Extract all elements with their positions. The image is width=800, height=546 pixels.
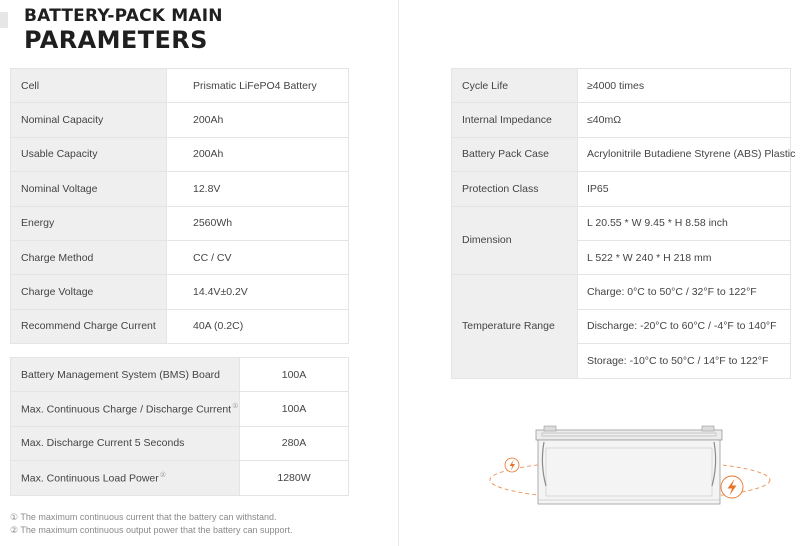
footnote-2: ② The maximum continuous output power that the battery can support. <box>10 525 293 535</box>
param-label-text: Max. Continuous Load Power <box>21 472 159 485</box>
param-value: Acrylonitrile Butadiene Styrene (ABS) Plastic <box>578 137 791 171</box>
table-row <box>11 172 349 206</box>
terminal-left <box>544 426 556 431</box>
param-value: 200Ah <box>167 103 349 137</box>
current-limits-table <box>10 357 349 496</box>
param-label-text: Max. Continuous Charge / Discharge Current <box>21 403 232 416</box>
param-value: L 522 * W 240 * H 218 mm <box>578 240 791 274</box>
param-value: 100A <box>240 392 349 426</box>
param-label <box>11 461 240 495</box>
table-row <box>11 69 349 103</box>
param-label: Cycle Life <box>452 69 578 103</box>
battery-drawing <box>484 424 776 514</box>
table-row <box>452 206 791 240</box>
param-label: Protection Class <box>452 172 578 206</box>
param-label: Battery Pack Case <box>452 137 578 171</box>
table-row <box>11 275 349 309</box>
table-row <box>11 206 349 240</box>
page-title-line2: PARAMETERS <box>24 26 208 54</box>
table-row <box>452 103 791 137</box>
param-value: 1280W <box>240 461 349 495</box>
specs-table <box>451 68 796 379</box>
battery-illustration <box>484 424 776 514</box>
lightning-bolt-icon <box>505 458 519 472</box>
param-value: CC / CV <box>167 240 349 274</box>
lightning-bolt-icon <box>721 476 743 498</box>
param-value: ≤40mΩ <box>578 103 791 137</box>
corner-accent <box>0 12 8 28</box>
param-label: Charge Method <box>11 240 167 274</box>
param-label-text: Max. Discharge Current 5 Seconds <box>21 437 185 450</box>
battery-lid <box>536 430 722 440</box>
param-value: ≥4000 times <box>578 69 791 103</box>
page-title-line1: BATTERY-PACK MAIN <box>24 6 223 26</box>
param-value: 100A <box>240 358 349 392</box>
battery-body <box>538 440 720 504</box>
param-value: 14.4V±0.2V <box>167 275 349 309</box>
param-label <box>11 426 240 460</box>
main-parameters-table <box>10 68 349 344</box>
param-value: IP65 <box>578 172 791 206</box>
param-label <box>11 358 240 392</box>
footnote-1: ① The maximum continuous current that the battery can withstand. <box>10 512 277 522</box>
table-row <box>11 103 349 137</box>
footnotes <box>10 511 293 537</box>
page-title <box>24 6 223 53</box>
param-value: L 20.55 * W 9.45 * H 8.58 inch <box>578 206 791 240</box>
param-label <box>11 392 240 426</box>
param-label: Dimension <box>452 206 578 275</box>
param-value: Storage: -10°C to 50°C / 14°F to 122°F <box>578 344 791 378</box>
table-row <box>11 392 349 426</box>
table-row <box>11 137 349 171</box>
table-row <box>11 358 349 392</box>
param-label: Nominal Voltage <box>11 172 167 206</box>
param-label: Energy <box>11 206 167 240</box>
param-value: Charge: 0°C to 50°C / 32°F to 122°F <box>578 275 791 309</box>
param-label-text: Battery Management System (BMS) Board <box>21 368 220 381</box>
param-value: 40A (0.2C) <box>167 309 349 343</box>
table-row <box>452 275 791 309</box>
table-row <box>11 240 349 274</box>
param-label: Temperature Range <box>452 275 578 378</box>
table-row <box>452 69 791 103</box>
param-value: Prismatic LiFePO4 Battery <box>167 69 349 103</box>
param-label: Charge Voltage <box>11 275 167 309</box>
param-label: Internal Impedance <box>452 103 578 137</box>
param-value: 12.8V <box>167 172 349 206</box>
table-row <box>452 172 791 206</box>
footnote-marker: ① <box>232 403 239 411</box>
table-row <box>11 309 349 343</box>
table-row <box>11 461 349 495</box>
param-value: 280A <box>240 426 349 460</box>
param-label: Cell <box>11 69 167 103</box>
column-divider <box>398 0 399 546</box>
table-row <box>452 137 791 171</box>
param-value: 2560Wh <box>167 206 349 240</box>
footnote-marker: ② <box>159 472 167 480</box>
param-label: Usable Capacity <box>11 137 167 171</box>
table-row <box>11 426 349 460</box>
param-label: Nominal Capacity <box>11 103 167 137</box>
terminal-right <box>702 426 714 431</box>
param-value: Discharge: -20°C to 60°C / -4°F to 140°F <box>578 309 791 343</box>
param-label: Recommend Charge Current <box>11 309 167 343</box>
param-value: 200Ah <box>167 137 349 171</box>
